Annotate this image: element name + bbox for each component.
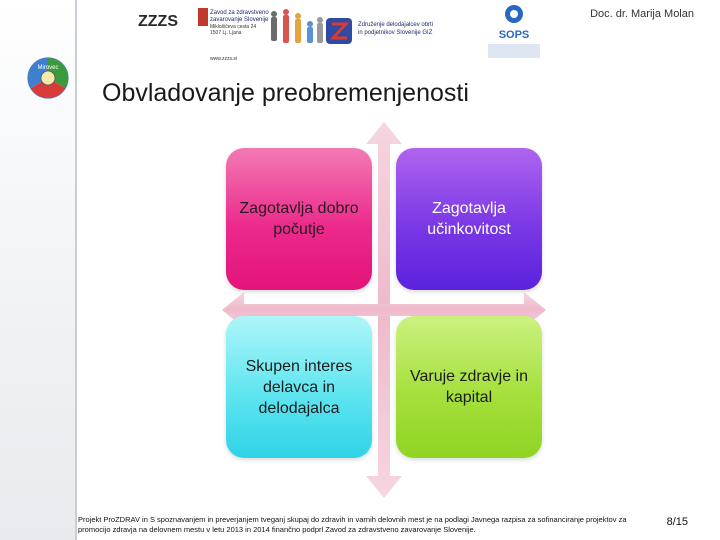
- mirovec-logo: [26, 56, 70, 100]
- sops-logo-text: SOPS: [498, 29, 530, 41]
- author-name: Doc. dr. Marija Molan: [590, 8, 694, 20]
- quadrant-shared-interest: Skupen interes delavca in delodajalca: [226, 316, 372, 458]
- page-number: 8/15: [666, 516, 688, 528]
- people-silhouettes-icon: [271, 9, 323, 43]
- mirovec-logo-text: Mirovec: [37, 65, 59, 71]
- quadrant-efficiency: Zagotavlja učinkovitost: [396, 148, 542, 290]
- zdruzenje-line-1: Združenje delodajalcev obrti: [358, 22, 434, 28]
- sidebar-divider: [75, 0, 77, 540]
- logo-left-text: ZZZS: [138, 13, 178, 30]
- quadrant-wellbeing: Zagotavlja dobro počutje: [226, 148, 372, 290]
- quadrant-health-capital: Varuje zdravje in kapital: [396, 316, 542, 458]
- zzzs-line-4: 1507 Lj. Ljana: [210, 30, 242, 36]
- footer-funding-note: Projekt ProZDRAV in S spoznavanjem in preverjanjem tveganj skupaj do zdravih in varnih delovnih mest je na podlagi Javnega razpisa za sofinanciranje projektov za promocijo zdravja na delovnem mestu v letu 2013 in 2014 finančno podprl Zavod za zdravstveno zavarovanje Slovenije.: [78, 515, 627, 534]
- slide-title: Obvladovanje preobremenjenosti: [102, 79, 469, 107]
- partner-logos: [136, 2, 556, 64]
- zzzs-line-5: www.zzzs.si: [210, 56, 237, 62]
- zzzs-line-2: zavarovanje Slovenije: [210, 17, 269, 23]
- zzzs-line-3: Miklošičeva cesta 24: [210, 24, 257, 30]
- zzzs-line-1: Zavod za zdravstveno: [210, 10, 269, 16]
- zdruzenje-line-2: in podjetnikov Slovenije GIZ: [358, 30, 433, 36]
